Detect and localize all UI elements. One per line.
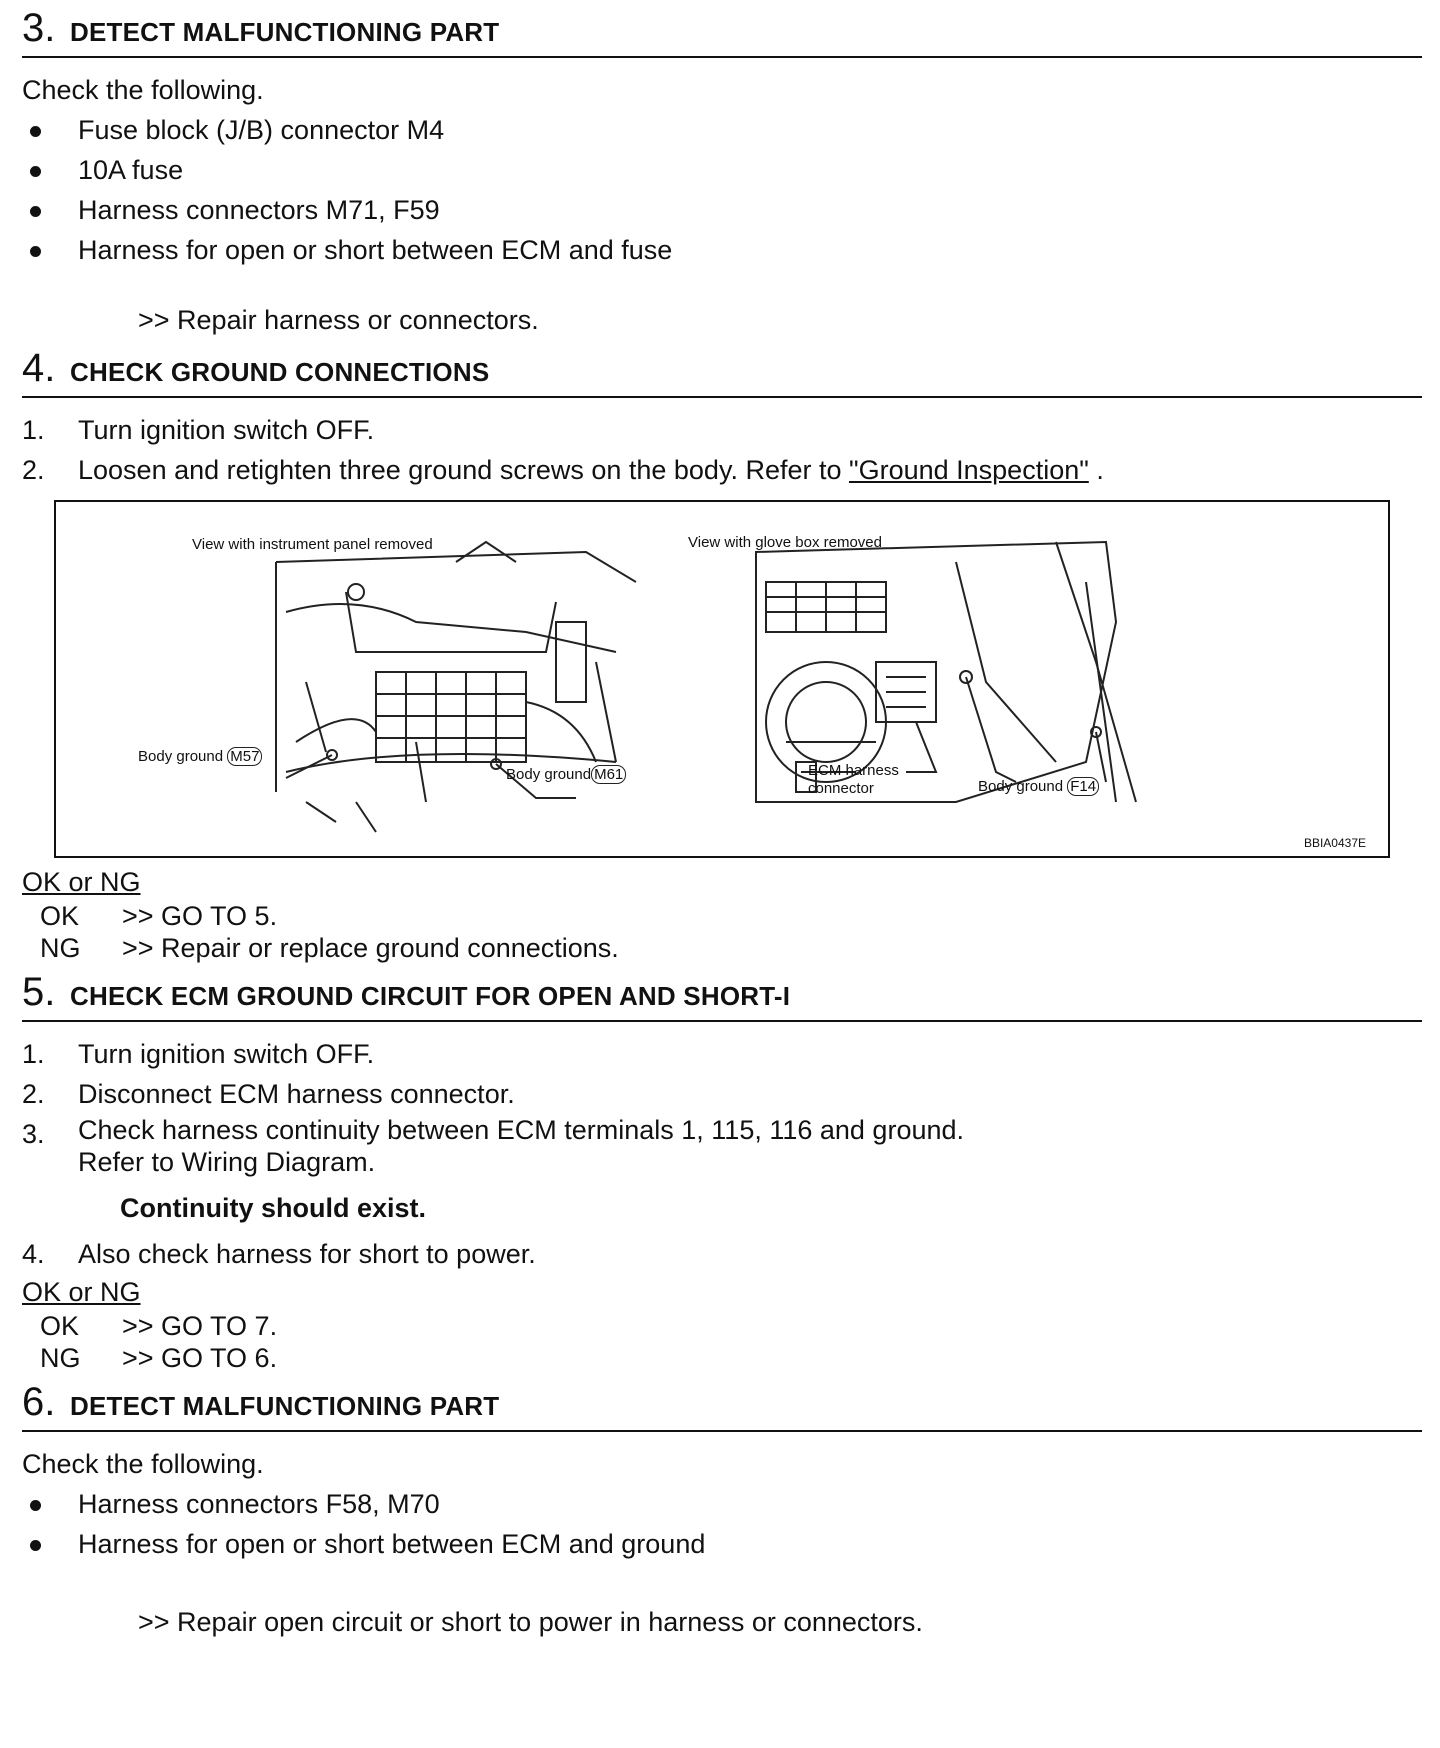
step-number: 6. [22,1380,56,1424]
bullet-icon [30,126,41,137]
figure-illustration [56,502,1388,856]
divider [22,396,1422,398]
ok-ng-row: NG >> Repair or replace ground connections. [40,933,619,963]
ground-inspection-link[interactable]: "Ground Inspection" [849,455,1089,485]
connector-code-m57: M57 [227,747,262,766]
list-item: 3. Check harness continuity between ECM terminals 1, 115, 116 and ground. Refer to Wiring Diagram. [22,1115,965,1177]
check-list [22,1484,1422,1564]
ok-ng-row: OK >> GO TO 5. [40,901,278,931]
step-6 [22,1374,1422,1642]
step-title: DETECT MALFUNCTIONING PART [70,1391,500,1421]
list-item: Harness for open or short between ECM and fuse [22,230,1422,270]
list-item: 1. Turn ignition switch OFF. [22,1039,375,1069]
step-title: CHECK GROUND CONNECTIONS [70,357,490,387]
divider [22,1430,1422,1432]
list-item: Harness connectors M71, F59 [22,190,1422,230]
ok-ng-heading: OK or NG [22,1277,141,1307]
page [22,0,1422,1642]
list-item: 4. Also check harness for short to power. [22,1239,536,1269]
step-3-header [22,0,1422,56]
left-view-caption: View with instrument panel removed [192,536,433,553]
step-number: 3. [22,6,56,50]
bullet-icon [30,246,41,257]
step-number: 5. [22,970,56,1014]
step-result: >> Repair harness or connectors. [138,305,539,335]
list-item: 10A fuse [22,150,1422,190]
step-5 [22,964,1422,1374]
step-3 [22,0,1422,340]
list-item: 2. Loosen and retighten three ground screws on the body. Refer to "Ground Inspection" . [22,455,1104,485]
ground-location-figure [54,500,1390,858]
bullet-icon [30,166,41,177]
label-ecm-connector: connector [808,780,874,797]
list-item: Fuse block (J/B) connector M4 [22,110,1422,150]
list-item: Harness for open or short between ECM and ground [22,1524,1422,1564]
label-body-ground-m61: Body ground M61 [506,766,626,783]
bullet-icon [30,1500,41,1511]
label-ecm-harness: ECM harness [808,762,899,779]
step-5-header [22,964,1422,1020]
check-list [22,110,1422,270]
bullet-icon [30,206,41,217]
step-title: DETECT MALFUNCTIONING PART [70,17,500,47]
figure-id: BBIA0437E [1303,836,1366,850]
continuity-requirement: Continuity should exist. [120,1193,427,1223]
procedure-list-cont [22,1234,1422,1274]
bullet-icon [30,1540,41,1551]
ok-ng-row: OK >> GO TO 7. [40,1311,278,1341]
procedure-list [22,1034,1422,1178]
step-4 [22,340,1422,964]
connector-code-m61: M61 [591,765,626,784]
divider [22,56,1422,58]
label-body-ground-m57: Body ground M57 [138,748,262,765]
step-6-header [22,1374,1422,1430]
label-body-ground-f14: Body ground F14 [978,778,1099,795]
step-number: 4. [22,346,56,390]
step-intro: Check the following. [22,75,264,105]
ok-ng-row: NG >> GO TO 6. [40,1343,278,1373]
connector-code-f14: F14 [1067,777,1099,796]
list-item: Harness connectors F58, M70 [22,1484,1422,1524]
list-item: 2. Disconnect ECM harness connector. [22,1079,515,1109]
divider [22,1020,1422,1022]
step-title: CHECK ECM GROUND CIRCUIT FOR OPEN AND SHORT-I [70,981,791,1011]
list-item: 1. Turn ignition switch OFF. [22,415,375,445]
step-result: >> Repair open circuit or short to power in harness or connectors. [138,1607,923,1637]
step-4-header [22,340,1422,396]
right-view-caption: View with glove box removed [688,534,882,551]
step-intro: Check the following. [22,1449,264,1479]
procedure-list [22,410,1422,490]
ok-ng-heading: OK or NG [22,867,141,897]
